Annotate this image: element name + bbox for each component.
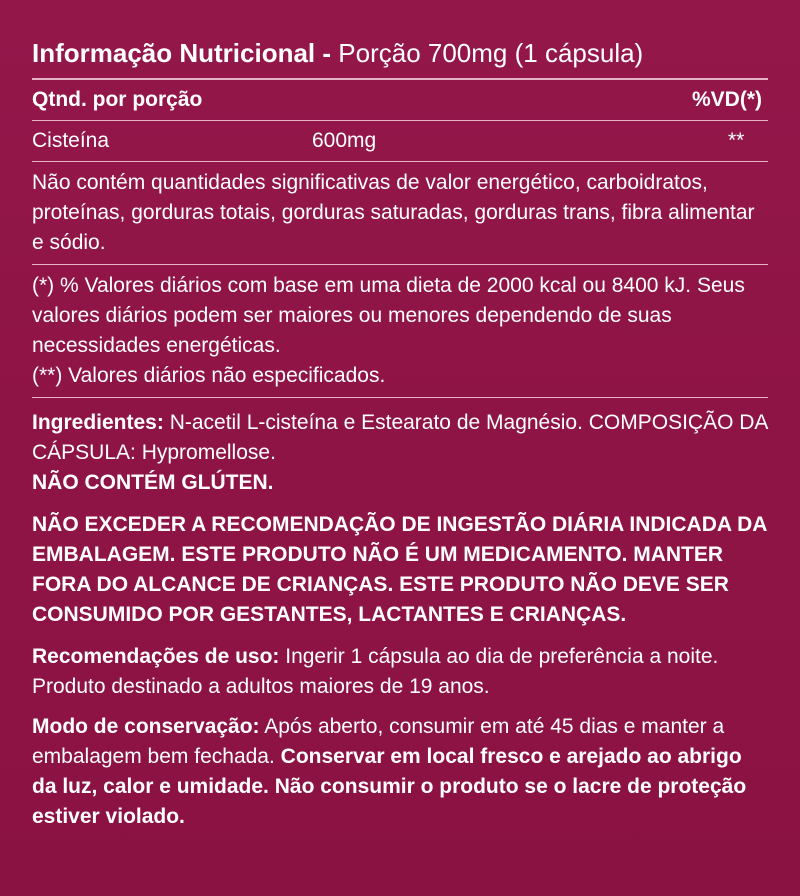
ingredients-paragraph	[32, 408, 768, 468]
ingredients-text: N-acetil L-cisteína e Estearato de Magnésio. COMPOSIÇÃO DA CÁPSULA: Hypromellose.	[32, 411, 768, 464]
table-header-row	[32, 80, 768, 120]
header-qty: Qtnd. por porção	[32, 88, 203, 111]
usage-paragraph	[32, 642, 768, 702]
footnotes	[32, 265, 768, 397]
gluten-notice: NÃO CONTÉM GLÚTEN.	[32, 471, 274, 494]
warning-text: NÃO EXCEDER A RECOMENDAÇÃO DE INGESTÃO DIÁRIA INDICADA DA EMBALAGEM. ESTE PRODUTO NÃO É UM MEDICAMENTO. MANTER FORA DO ALCANCE DE CRIANÇAS. ESTE PRODUTO NÃO DEVE SER CONSUMIDO POR GESTANTES, LACTANTES E CRIANÇAS.	[32, 513, 767, 626]
footnote-unspecified: (**) Valores diários não especificados.	[32, 364, 386, 387]
footnote-vd: (*) % Valores diários com base em uma dieta de 2000 kcal ou 8400 kJ. Seus valores diários podem ser maiores ou menores dependendo de suas necessidades energéticas.	[32, 274, 745, 357]
storage-paragraph	[32, 712, 768, 832]
nutrient-amount: 600mg	[312, 129, 377, 152]
usage-text: Ingerir 1 cápsula ao dia de preferência a noite. Produto destinado a adultos maiores de 19 anos.	[32, 645, 719, 698]
title-portion: Porção 700mg (1 cápsula)	[331, 38, 644, 68]
not-significant-text: Não contém quantidades significativas de valor energético, carboidratos, proteínas, gorduras totais, gorduras saturadas, gorduras trans, fibra alimentar e sódio.	[32, 171, 755, 254]
header-vd: %VD(*)	[692, 88, 763, 111]
title-bold: Informação Nutricional -	[32, 38, 332, 68]
ingredients-label: Ingredientes:	[32, 411, 164, 434]
storage-label: Modo de conservação:	[32, 715, 260, 738]
usage-label: Recomendações de uso:	[32, 645, 280, 668]
nutrient-name: Cisteína	[32, 129, 110, 152]
storage-text: Após aberto, consumir em até 45 dias e manter a embalagem bem fechada.	[32, 715, 725, 768]
storage-bold-text: Conservar em local fresco e arejado ao abrigo da luz, calor e umidade. Não consumir o produto se o lacre de proteção estiver violado.	[32, 745, 747, 828]
nutrition-title	[32, 34, 768, 72]
nutrient-vd: **	[728, 129, 745, 152]
table-row	[32, 121, 768, 161]
nutrition-content	[32, 34, 768, 832]
